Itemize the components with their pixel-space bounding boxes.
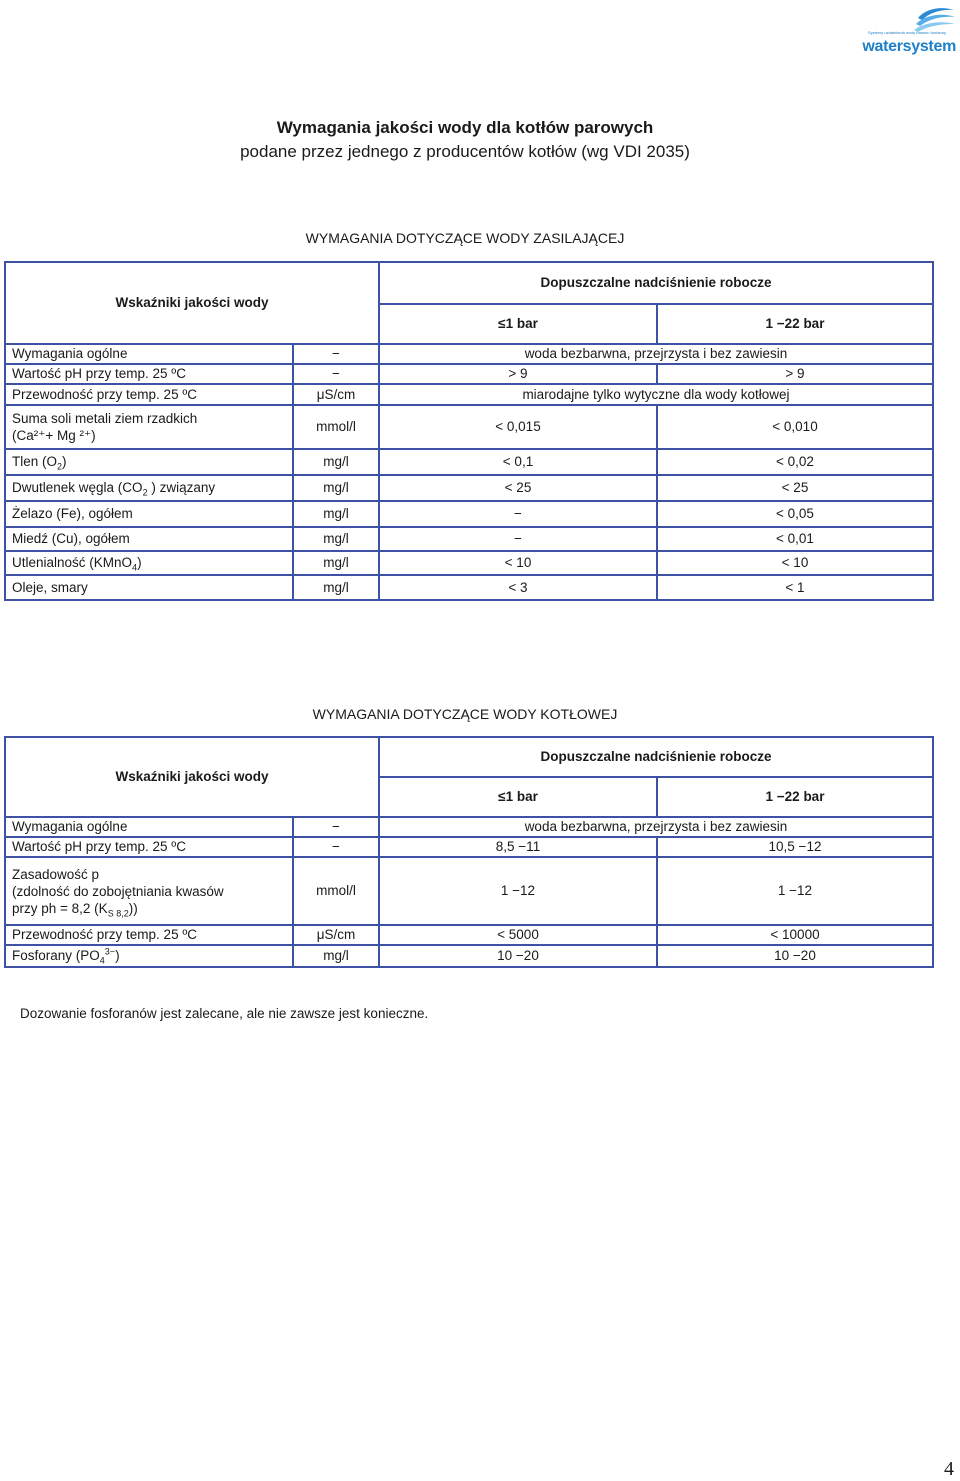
value-cell: 1 −12 [657, 857, 933, 925]
param-cell [5, 405, 293, 449]
unit-cell: mg/l [293, 551, 379, 575]
table-row [5, 857, 933, 925]
unit-cell: mg/l [293, 501, 379, 527]
merged-value-cell: woda bezbarwna, przejrzysta i bez zawiesin [379, 344, 933, 364]
unit-cell: − [293, 364, 379, 384]
page-number: 4 [944, 1458, 954, 1480]
param-cell: Przewodność przy temp. 25 ºC [5, 384, 293, 405]
table-row [5, 449, 933, 475]
table-row [5, 364, 933, 384]
value-cell: < 5000 [379, 925, 657, 945]
table-row [5, 344, 933, 364]
header-indicators: Wskaźniki jakości wody [5, 262, 379, 344]
logo-text: watersystem [862, 38, 956, 55]
header-col-1-22bar: 1 −22 bar [657, 777, 933, 817]
param-cell [5, 857, 293, 925]
table-row [5, 527, 933, 551]
param-cell: Przewodność przy temp. 25 ºC [5, 925, 293, 945]
header-indicators: Wskaźniki jakości wody [5, 737, 379, 817]
value-cell: − [379, 527, 657, 551]
value-cell: 10 −20 [379, 945, 657, 967]
param-line: Suma soli metali ziem rzadkich [12, 411, 198, 426]
logo-tagline: Systemy uzdatniania wody basenu fontanny [867, 30, 946, 35]
unit-cell: mg/l [293, 475, 379, 501]
value-cell: < 25 [379, 475, 657, 501]
value-cell: < 1 [657, 575, 933, 600]
feed-section-title: WYMAGANIA DOTYCZĄCE WODY ZASILAJĄCEJ [305, 230, 625, 246]
unit-cell: mmol/l [293, 857, 379, 925]
param-cell: Tlen $(O_2)$ [5, 449, 293, 475]
value-cell: < 10000 [657, 925, 933, 945]
value-cell: < 0,05 [657, 501, 933, 527]
param-line: (Ca²⁺+ Mg ²⁺) [12, 428, 96, 443]
value-cell: < 0,02 [657, 449, 933, 475]
header-col-le1bar: ≤1 bar [379, 304, 657, 344]
value-cell: 1 −12 [379, 857, 657, 925]
table-row [5, 945, 933, 967]
table-row [5, 501, 933, 527]
table-row [5, 575, 933, 600]
merged-value-cell: miarodajne tylko wytyczne dla wody kotłowej [379, 384, 933, 405]
value-cell: > 9 [379, 364, 657, 384]
value-cell: < 0,015 [379, 405, 657, 449]
value-cell: < 10 [379, 551, 657, 575]
table-row [5, 837, 933, 857]
header-pressure: Dopuszczalne nadciśnienie robocze [379, 262, 933, 304]
unit-cell: μS/cm [293, 925, 379, 945]
param-cell: Wartość pH przy temp. 25 ºC [5, 837, 293, 857]
unit-cell: − [293, 817, 379, 837]
value-cell: − [379, 501, 657, 527]
value-cell: > 9 [657, 364, 933, 384]
unit-cell: mg/l [293, 575, 379, 600]
value-cell: 10,5 −12 [657, 837, 933, 857]
value-cell: < 0,01 [657, 527, 933, 551]
param-line: Zasadowość p [12, 866, 100, 882]
header-col-1-22bar: 1 −22 bar [657, 304, 933, 344]
table-row [5, 384, 933, 405]
param-cell: Oleje, smary [5, 575, 293, 600]
table-row [5, 817, 933, 837]
unit-cell: μS/cm [293, 384, 379, 405]
table-row [5, 475, 933, 501]
unit-cell: mg/l [293, 527, 379, 551]
param-line: (zdolność do zobojętniania kwasów [12, 883, 224, 899]
footnote: Dozowanie fosforanów jest zalecane, ale nie zawsze jest konieczne. [20, 1006, 429, 1021]
page-subtitle: podane przez jednego z producentów kotłów (wg VDI 2035) [240, 142, 690, 161]
param-cell: Wymagania ogólne [5, 344, 293, 364]
header-pressure: Dopuszczalne nadciśnienie robocze [379, 737, 933, 777]
header-col-le1bar: ≤1 bar [379, 777, 657, 817]
param-cell: Utlenialność (KMnO$_4$) [5, 551, 293, 575]
param-cell: Fosforany $(PO_4^{3-})$ [5, 945, 293, 967]
value-cell: < 25 [657, 475, 933, 501]
table-row [5, 925, 933, 945]
unit-cell: mg/l [293, 449, 379, 475]
unit-cell: mmol/l [293, 405, 379, 449]
param-cell: Wartość pH przy temp. 25 ºC [5, 364, 293, 384]
page-title: Wymagania jakości wody dla kotłów parowych [276, 118, 654, 137]
param-cell: Dwutlenek węgla ($CO_2$ ) związany [5, 475, 293, 501]
unit-cell: − [293, 344, 379, 364]
param-cell: Wymagania ogólne [5, 817, 293, 837]
value-cell: 8,5 −11 [379, 837, 657, 857]
merged-value-cell: woda bezbarwna, przejrzysta i bez zawiesin [379, 817, 933, 837]
value-cell: < 10 [657, 551, 933, 575]
watersystem-logo [856, 4, 956, 58]
value-cell: < 3 [379, 575, 657, 600]
boiler-section-title: WYMAGANIA DOTYCZĄCE WODY KOTŁOWEJ [312, 706, 618, 722]
value-cell: 10 −20 [657, 945, 933, 967]
table-row [5, 405, 933, 449]
unit-cell: mg/l [293, 945, 379, 967]
boiler-water-table [4, 736, 934, 968]
param-line: przy ph = 8,2 $(K_{S 8,2})$) [12, 900, 138, 919]
value-cell: < 0,010 [657, 405, 933, 449]
param-cell: Żelazo (Fe), ogółem [5, 501, 293, 527]
table-row [5, 551, 933, 575]
value-cell: < 0,1 [379, 449, 657, 475]
feed-water-table [4, 261, 934, 601]
param-cell: Miedź (Cu), ogółem [5, 527, 293, 551]
unit-cell: − [293, 837, 379, 857]
